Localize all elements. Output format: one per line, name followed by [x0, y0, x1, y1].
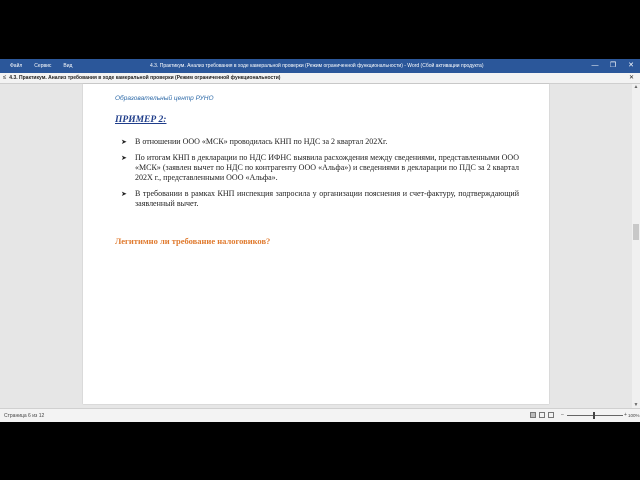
- vertical-scrollbar[interactable]: [632, 84, 640, 408]
- document-tab-icon: ≤: [3, 75, 7, 81]
- restore-button[interactable]: ❐: [609, 62, 617, 69]
- window-title: 4.3. Практикум. Анализ требования в ходе камеральной проверки (Режим ограниченной функциональности) - Word (Сбой активации продукта): [150, 63, 484, 69]
- read-mode-icon[interactable]: [530, 412, 536, 418]
- scroll-thumb[interactable]: [633, 224, 639, 240]
- bullet-arrow-icon: ➤: [121, 154, 127, 162]
- document-tab-label[interactable]: 4.3. Практикум. Анализ требования в ходе камеральной проверки (Режим ограниченной функциональности): [9, 75, 281, 81]
- print-layout-icon[interactable]: [539, 412, 545, 418]
- close-icon[interactable]: ✕: [628, 75, 634, 81]
- status-bar: [0, 408, 640, 422]
- scroll-up-icon[interactable]: ▲: [633, 84, 639, 90]
- close-button[interactable]: ✕: [628, 62, 634, 69]
- page-header-note: Образовательный центр РУНО: [115, 95, 214, 102]
- word-window: [0, 59, 640, 421]
- window-controls: [586, 59, 640, 73]
- document-tab-bar: [0, 73, 640, 84]
- menu-file[interactable]: Файл: [10, 63, 23, 69]
- bullet-text: По итогам КНП в декларации по НДС ИФНС выявила расхождения между сведениями, представленными ООО «МСК» (заявлен вычет по НДС по контрагенту ООО «Альфа») и сведениями в декларации по ПДС за 2 квартал 202Х г., представленными ООО «Альфа».: [135, 153, 519, 182]
- scroll-down-icon[interactable]: ▼: [633, 402, 639, 408]
- menu-bar: [4, 59, 78, 73]
- bullet-arrow-icon: ➤: [121, 190, 127, 198]
- zoom-out-button[interactable]: –: [561, 412, 564, 418]
- minimize-button[interactable]: —: [591, 62, 599, 69]
- example-title: ПРИМЕР 2:: [115, 115, 167, 125]
- view-buttons: [530, 412, 554, 418]
- title-bar: [0, 59, 640, 73]
- zoom-level[interactable]: 100%: [628, 413, 640, 418]
- bullet-text: В отношении ООО «МСК» проводилась КНП по НДС за 2 квартал 202Хг.: [135, 137, 388, 146]
- bullet-text: В требовании в рамках КНП инспекция запросила у организации пояснения и счет-фактуру, подтверждающий заявленный вычет.: [135, 189, 519, 208]
- list-item: [121, 189, 519, 209]
- web-layout-icon[interactable]: [548, 412, 554, 418]
- zoom-slider-knob[interactable]: [593, 412, 595, 419]
- menu-view[interactable]: Вид: [63, 63, 73, 69]
- document-area[interactable]: [0, 84, 640, 408]
- zoom-slider[interactable]: [567, 415, 623, 416]
- question-text: Легитимно ли требование налоговиков?: [115, 236, 271, 246]
- bullet-list: [121, 137, 519, 215]
- list-item: [121, 153, 519, 183]
- document-page[interactable]: [83, 84, 549, 404]
- page-count[interactable]: Страница 6 из 12: [4, 412, 45, 419]
- bullet-arrow-icon: ➤: [121, 138, 127, 146]
- zoom-in-button[interactable]: +: [624, 412, 627, 418]
- menu-tools[interactable]: Сервис: [34, 63, 52, 69]
- list-item: [121, 137, 519, 147]
